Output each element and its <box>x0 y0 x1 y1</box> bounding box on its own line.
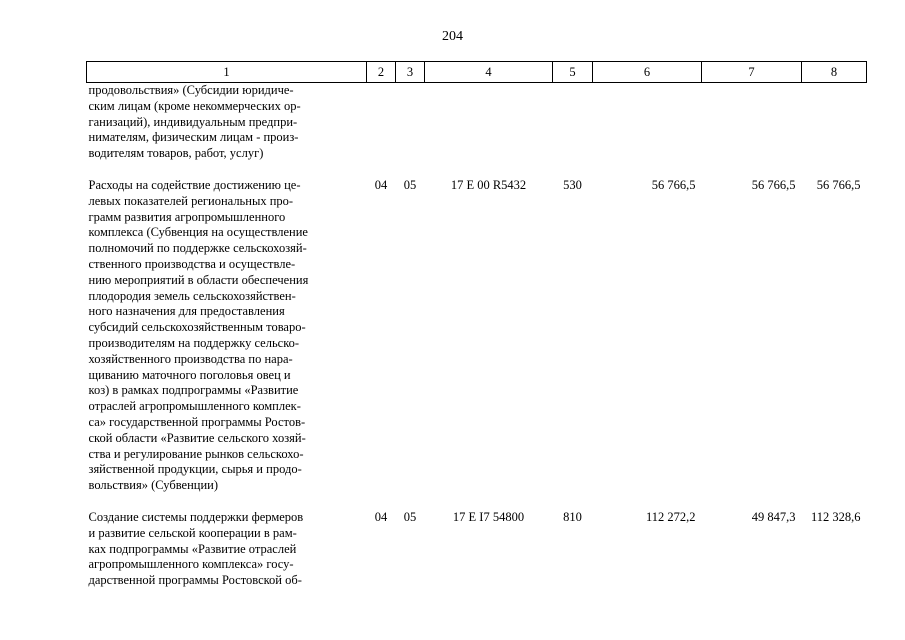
row-vr: 810 <box>563 509 582 524</box>
table-row <box>87 83 867 162</box>
table-row <box>87 510 867 589</box>
row-value-3: 56 766,5 <box>816 177 861 192</box>
row-csr <box>425 83 553 162</box>
row-vr: 530 <box>563 177 582 192</box>
row-value-3: 112 328,6 <box>810 509 861 524</box>
row-pr <box>396 83 425 162</box>
col-header-5: 5 <box>553 62 593 83</box>
header-row <box>87 62 867 83</box>
row-csr: 17 Е 00 R5432 <box>450 177 527 192</box>
col-header-1: 1 <box>87 62 367 83</box>
row-pr: 05 <box>403 177 417 192</box>
row-pr: 05 <box>403 509 417 524</box>
row-value-3 <box>802 83 867 162</box>
col-header-4: 4 <box>425 62 553 83</box>
row-description: продовольствия» (Субсидии юридиче- ским лицам (кроме некоммерческих ор- ганизаций), индивидуальным предпри- нимателям, физическим лицам - произ- водителям товаров, работ, услуг) <box>88 83 301 161</box>
row-spacer <box>87 162 867 178</box>
row-vr <box>553 83 593 162</box>
row-value-1: 112 272,2 <box>645 509 696 524</box>
row-value-2: 56 766,5 <box>751 177 796 192</box>
row-csr: 17 Е I7 54800 <box>452 509 525 524</box>
row-rz: 04 <box>374 509 388 524</box>
row-rz: 04 <box>374 177 388 192</box>
col-header-7: 7 <box>702 62 802 83</box>
col-header-2: 2 <box>367 62 396 83</box>
row-value-2: 49 847,3 <box>751 509 796 524</box>
table-row <box>87 178 867 494</box>
col-header-6: 6 <box>593 62 702 83</box>
row-rz <box>367 83 396 162</box>
budget-table <box>86 61 867 589</box>
col-header-3: 3 <box>396 62 425 83</box>
col-header-8: 8 <box>802 62 867 83</box>
row-value-2 <box>702 83 802 162</box>
row-description: Создание системы поддержки фермеров и развитие сельской кооперации в рам- ках подпрограммы «Развитие отраслей агропромышленного комплекса» госу- дарственной программы Ростовской об- <box>88 509 304 588</box>
row-spacer <box>87 494 867 510</box>
page-number: 204 <box>442 29 463 44</box>
row-value-1 <box>593 83 702 162</box>
row-description: Расходы на содействие достижению це- левых показателей региональных про- грамм развития агропромышленного комплекса (Субвенция на осуществление полномочий по поддержке сельскохозяй- ственного производства и осуществле- нию мероприятий в области обеспечения плодородия земель сельскохозяйствен- ного назначения для предоставления субсидий сельскохозяйственным товаро- производителям на поддержку сельско- хозяйственного производства по нара- щиванию маточного поголовья овец и коз) в рамках подпрограммы «Развитие отраслей агропромышленного комплек- са» государственной программы Ростов- ской области «Развитие сельского хозяй- ства и регулирование рынков сельскохо- зяйственной продукции, сырья и продо- вольствия» (Субвенции) <box>88 177 309 493</box>
row-value-1: 56 766,5 <box>651 177 696 192</box>
